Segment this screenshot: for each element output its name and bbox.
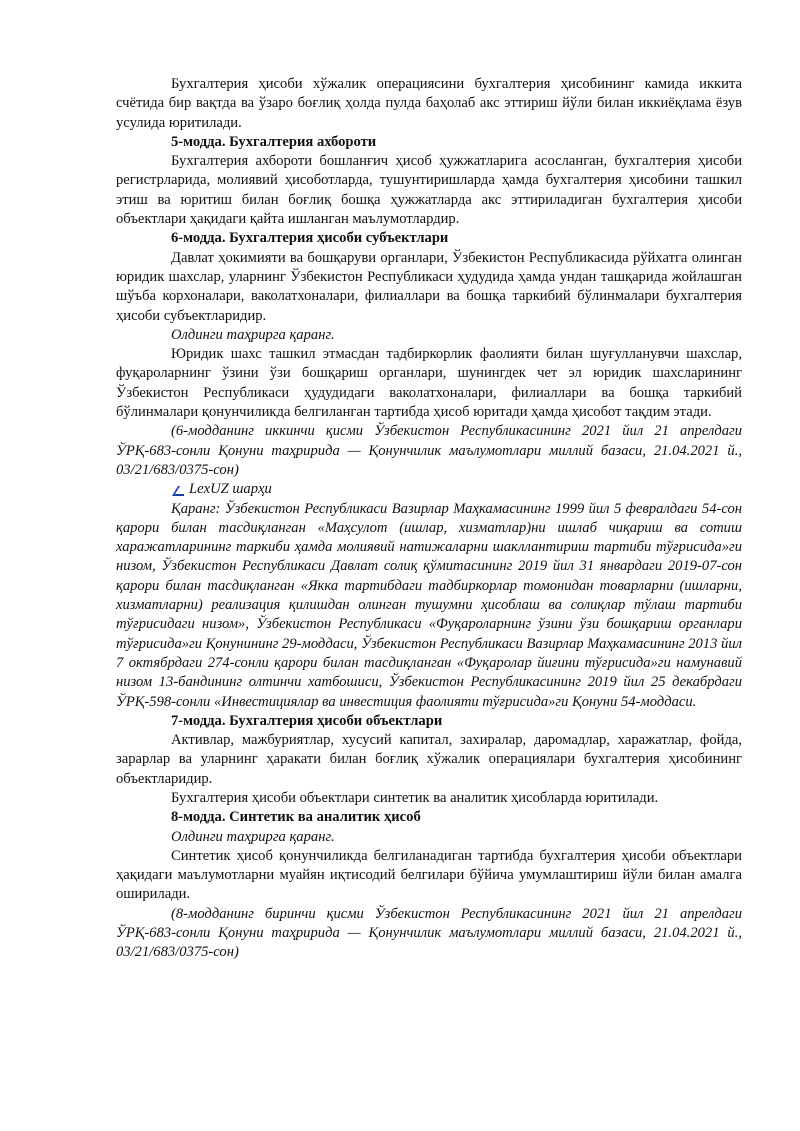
article-6-part-2: Юридик шахс ташкил этмасдан тадбиркорлик фаолияти билан шуғулланувчи шахслар, фуқароларнинг ўзини ўзи бошқариш органлари, шунингдек чет эл юридик шахсларининг Ўзбекистон Республикаси ҳудудидаги ваколатхоналари, филиаллари ва бошқа таркибий бўлинмалари қонунчиликда белгиланган тартибда ҳисоб юритади ҳамда ҳисобот тақдим этади. [116, 346, 742, 421]
article-8-heading: 8-модда. Синтетик ва аналитик ҳисоб [171, 809, 421, 826]
article-7-part-2: Бухгалтерия ҳисоби объектлари синтетик ва аналитик ҳисобларда юритилади. [171, 789, 659, 806]
article-8-part-1: Синтетик ҳисоб қонунчиликда белгиланадиган тартибда бухгалтерия ҳисоби объектлари ҳақидаги маълумотларни муайян иқтисодий белгилари бўйича умумлаштириш йўли билан амалга оширилади. [116, 847, 742, 903]
article-5-text: Бухгалтерия ахбороти бошланғич ҳисоб ҳужжатларига асосланган, бухгалтерия ҳисоби регистрларида, молиявий ҳисоботларда, тушунтиришларда ҳамда бухгалтерия ҳисобини ташкил этиш ва юритиш билан боғлиқ бошқа ҳужжатларда акс эттириладиган бухгалтерия ҳисоби объектлари ҳақидаги қайта ишланган маълумотлардир. [116, 153, 742, 228]
article-6-heading: 6-модда. Бухгалтерия ҳисоби субъектлари [171, 230, 449, 247]
lexuz-logo-icon [171, 484, 185, 496]
previous-edition-link-2[interactable]: Олдинги таҳрирга қаранг. [171, 828, 335, 845]
lexuz-commentary[interactable] [171, 480, 742, 499]
article-6-amendment-note: (6-модданинг иккинчи қисми Ўзбекистон Республикасининг 2021 йил 21 апрелдаги ЎРҚ-683-сонли Қонуни таҳририда — Қонунчилик маълумотлари миллий базаси, 21.04.2021 й., 03/21/683/0375-сон) [116, 423, 742, 478]
document-page [116, 75, 742, 963]
article-5-heading: 5-модда. Бухгалтерия ахбороти [171, 133, 377, 150]
paragraph-double-entry: Бухгалтерия ҳисоби хўжалик операциясини бухгалтерия ҳисобининг камида иккита счётида бир вақтда ва ўзаро боғлиқ ҳолда пулда баҳолаб акс эттириш йўли билан иккиёқлама ёзув усулида юритилади. [116, 76, 742, 131]
lexuz-commentary-label: LexUZ шарҳи [189, 481, 272, 498]
article-6-part-1: Давлат ҳокимияти ва бошқаруви органлари, Ўзбекистон Республикасида рўйхатга олинган юридик шахслар, уларнинг Ўзбекистон Республикаси ҳудудида ҳамда ундан ташқарида жойлашган шўъба корхоналари, ваколатхоналари, филиаллари ва бошқа таркибий бўлинмалари бухгалтерия ҳисоби субъектларидир. [116, 249, 742, 324]
previous-edition-link-1[interactable]: Олдинги таҳрирга қаранг. [171, 326, 335, 343]
see-also-references: Қаранг: Ўзбекистон Республикаси Вазирлар Маҳкамасининг 1999 йил 5 февралдаги 54-сон қарори билан тасдиқланган «Маҳсулот (ишлар, хизматлар)ни ишлаб чиқариш ва сотиш харажатларининг таркиби ҳамда молиявий натижаларни шакллантириш тартиби тўғрисида»ги низом, Ўзбекистон Республикаси Давлат солиқ қўмитасининг 2019 йил 31 январдаги 2019-07-сон қарори билан тасдиқланган «Якка тартибдаги тадбиркорлар томонидан товарларни (ишларни, хизматларни) реализация қилишдан олинган тушумни ҳисоблаш ва солиқлар тўлаш тартиби тўғрисидаги низом», Ўзбекистон Республикаси «Фуқароларнинг ўзини ўзи бошқариш органлари тўғрисида»ги Қонунининг 29-моддаси, Ўзбекистон Республикаси Вазирлар Маҳкамасининг 2013 йил 7 октябрдаги 274-сонли қарори билан тасдиқланган «Фуқаролар йиғини тўғрисида»ги намунавий низом 13-бандининг олтинчи хатбошиси, Ўзбекистон Республикасининг 2019 йил 25 декабрдаги ЎРҚ-598-сонли «Инвестициялар ва инвестиция фаолияти тўғрисида»ги Қонуни 54-моддаси. [116, 500, 742, 710]
article-7-part-1: Активлар, мажбуриятлар, хусусий капитал, захиралар, даромадлар, харажатлар, фойда, зарарлар ва уларнинг ҳаракати билан боғлиқ хўжалик операциялари бухгалтерия ҳисобининг объектларидир. [116, 732, 742, 787]
article-8-amendment-note: (8-модданинг биринчи қисми Ўзбекистон Республикасининг 2021 йил 21 апрелдаги ЎРҚ-683-сонли Қонуни таҳририда — Қонунчилик маълумотлари миллий базаси, 21.04.2021 й., 03/21/683/0375-сон) [116, 905, 742, 961]
article-7-heading: 7-модда. Бухгалтерия ҳисоби объектлари [171, 712, 443, 729]
